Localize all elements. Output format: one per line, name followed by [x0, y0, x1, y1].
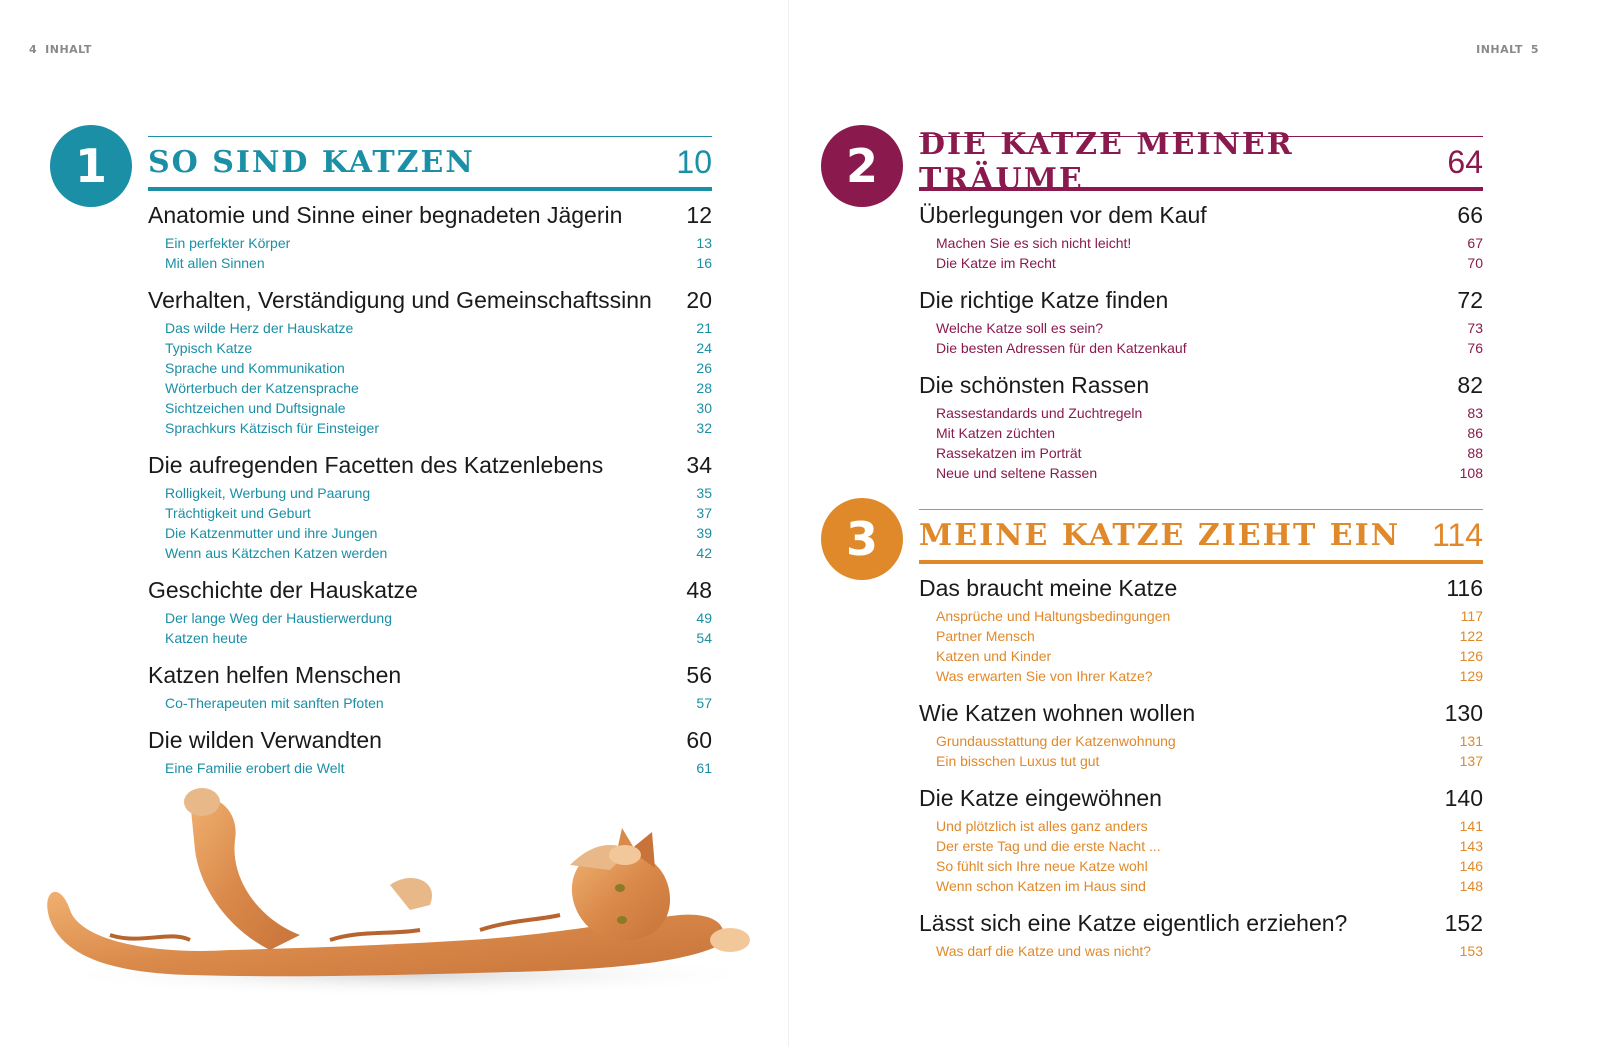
subsection-entry — [919, 443, 1483, 463]
toc-section-entry — [148, 725, 712, 755]
toc-section — [919, 908, 1483, 961]
toc-section — [148, 200, 712, 273]
subsection-page-number: 49 — [696, 610, 712, 626]
subsection-page-number: 35 — [696, 485, 712, 501]
subsection-entry — [919, 836, 1483, 856]
subsection-page-number: 129 — [1459, 668, 1483, 684]
subsection-title: Partner Mensch — [936, 628, 1035, 644]
toc-section — [919, 370, 1483, 483]
section-title: Die Katze eingewöhnen — [919, 785, 1162, 811]
subsection-entry — [919, 941, 1483, 961]
subsection-page-number: 108 — [1459, 465, 1483, 481]
section-page-number: 56 — [686, 662, 712, 688]
chapter-3 — [845, 509, 1483, 961]
subsection-page-number: 42 — [696, 545, 712, 561]
subsection-entry — [148, 693, 712, 713]
section-page-number: 82 — [1457, 372, 1483, 398]
section-title: Das braucht meine Katze — [919, 575, 1178, 601]
subsection-page-number: 117 — [1460, 608, 1483, 624]
subsection-entry — [919, 606, 1483, 626]
subsection-title: Katzen und Kinder — [936, 648, 1052, 664]
toc-section — [919, 285, 1483, 358]
subsection-title: Der erste Tag und die erste Nacht ... — [936, 838, 1161, 854]
subsection-entry — [148, 233, 712, 253]
subsection-title: Wenn aus Kätzchen Katzen werden — [165, 545, 388, 561]
subsection-entry — [919, 816, 1483, 836]
chapter-title-row — [919, 127, 1483, 197]
subsection-page-number: 141 — [1459, 818, 1483, 834]
toc-section — [919, 200, 1483, 273]
toc-section — [148, 285, 712, 438]
toc-section-entry — [919, 698, 1483, 728]
section-page-number: 116 — [1446, 575, 1483, 601]
section-title: Geschichte der Hauskatze — [148, 577, 418, 603]
section-title: Lässt sich eine Katze eigentlich erziehen? — [919, 910, 1348, 936]
subsection-page-number: 28 — [696, 380, 712, 396]
subsection-entry — [919, 731, 1483, 751]
chapter-title-row — [919, 509, 1483, 564]
subsection-entry — [919, 423, 1483, 443]
section-page-number: 48 — [686, 577, 712, 603]
section-title: Wie Katzen wohnen wollen — [919, 700, 1196, 726]
section-title: Die wilden Verwandten — [148, 727, 382, 753]
section-page-number: 152 — [1444, 910, 1483, 936]
subsection-title: Was erwarten Sie von Ihrer Katze? — [936, 668, 1153, 684]
subsection-list — [919, 403, 1483, 483]
toc-section-entry — [919, 573, 1483, 603]
toc-section-entry — [148, 285, 712, 315]
chapter-page-number: 10 — [676, 143, 712, 180]
subsection-page-number: 67 — [1467, 235, 1483, 251]
chapter-number-badge: 2 — [821, 125, 903, 207]
chapter-number-badge: 3 — [821, 498, 903, 580]
subsection-title: Ansprüche und Haltungsbedingungen — [936, 608, 1171, 624]
subsection-title: Katzen heute — [165, 630, 248, 646]
toc-section — [919, 698, 1483, 771]
toc-section — [148, 450, 712, 563]
section-title: Anatomie und Sinne einer begnadeten Jägerin — [148, 202, 623, 228]
subsection-page-number: 39 — [696, 525, 712, 541]
subsection-entry — [919, 463, 1483, 483]
subsection-list — [919, 731, 1483, 771]
subsection-title: Co-Therapeuten mit sanften Pfoten — [165, 695, 384, 711]
toc-section-entry — [919, 370, 1483, 400]
section-title: Die schönsten Rassen — [919, 372, 1150, 398]
section-page-number: 34 — [686, 452, 712, 478]
chapter-1 — [74, 136, 712, 778]
toc-section — [919, 573, 1483, 686]
section-page-number: 60 — [686, 727, 712, 753]
subsection-page-number: 16 — [696, 255, 712, 271]
subsection-title: Neue und seltene Rassen — [936, 465, 1098, 481]
subsection-entry — [148, 628, 712, 648]
chapter-2 — [845, 127, 1483, 483]
toc-section-entry — [148, 450, 712, 480]
subsection-title: Sprache und Kommunikation — [165, 360, 345, 376]
toc-section-entry — [919, 783, 1483, 813]
running-head-left — [21, 43, 92, 56]
subsection-entry — [919, 646, 1483, 666]
subsection-page-number: 61 — [696, 760, 712, 776]
subsection-list — [148, 608, 712, 648]
page-number-right: 5 — [1530, 43, 1539, 56]
chapter-title: DIE KATZE MEINER TRÄUME — [919, 127, 1294, 197]
subsection-page-number: 26 — [696, 360, 712, 376]
subsection-page-number: 37 — [696, 505, 712, 521]
subsection-title: Ein perfekter Körper — [165, 235, 291, 251]
subsection-title: Grundausstattung der Katzenwohnung — [936, 733, 1176, 749]
subsection-title: Die besten Adressen für den Katzenkauf — [936, 340, 1187, 356]
subsection-title: Welche Katze soll es sein? — [936, 320, 1104, 336]
subsection-title: Rassestandards und Zuchtregeln — [936, 405, 1143, 421]
subsection-entry — [919, 338, 1483, 358]
subsection-entry — [148, 398, 712, 418]
subsection-entry — [919, 876, 1483, 896]
subsection-title: Ein bisschen Luxus tut gut — [936, 753, 1100, 769]
subsection-page-number: 24 — [696, 340, 712, 356]
chapter-page-number: 64 — [1447, 143, 1483, 180]
subsection-entry — [148, 418, 712, 438]
subsection-title: Das wilde Herz der Hauskatze — [165, 320, 354, 336]
subsection-page-number: 137 — [1459, 753, 1483, 769]
subsection-page-number: 83 — [1467, 405, 1483, 421]
chapter-header — [845, 509, 1483, 566]
toc-section-entry — [148, 200, 712, 230]
subsection-list — [919, 816, 1483, 896]
chapter-header — [845, 127, 1483, 197]
subsection-title: Sichtzeichen und Duftsignale — [165, 400, 346, 416]
subsection-entry — [148, 523, 712, 543]
subsection-list — [919, 606, 1483, 686]
subsection-entry — [148, 503, 712, 523]
subsection-title: Mit allen Sinnen — [165, 255, 265, 271]
cat-photo — [30, 770, 790, 1010]
toc-section-entry — [148, 575, 712, 605]
chapter-title: SO SIND KATZEN — [148, 144, 475, 180]
subsection-list — [148, 693, 712, 713]
subsection-entry — [919, 233, 1483, 253]
subsection-page-number: 32 — [696, 420, 712, 436]
subsection-page-number: 148 — [1459, 878, 1483, 894]
subsection-entry — [919, 403, 1483, 423]
section-page-number: 72 — [1457, 287, 1483, 313]
toc-section-entry — [148, 660, 712, 690]
section-title: Überlegungen vor dem Kauf — [919, 202, 1207, 228]
section-title: Die aufregenden Facetten des Katzenlebens — [148, 452, 604, 478]
chapter-header — [74, 136, 712, 193]
toc-section-entry — [919, 908, 1483, 938]
page-number-left: 4 — [29, 43, 38, 56]
subsection-page-number: 88 — [1467, 445, 1483, 461]
subsection-title: Sprachkurs Kätzisch für Einsteiger — [165, 420, 379, 436]
subsection-entry — [148, 253, 712, 273]
toc-section — [919, 783, 1483, 896]
section-title: Die richtige Katze finden — [919, 287, 1169, 313]
running-head-label-right: INHALT — [1476, 43, 1523, 56]
subsection-entry — [919, 318, 1483, 338]
subsection-title: Rolligkeit, Werbung und Paarung — [165, 485, 371, 501]
subsection-page-number: 57 — [696, 695, 712, 711]
section-page-number: 12 — [686, 202, 712, 228]
subsection-page-number: 131 — [1459, 733, 1483, 749]
subsection-page-number: 73 — [1467, 320, 1483, 336]
subsection-title: Eine Familie erobert die Welt — [165, 760, 345, 776]
section-page-number: 20 — [686, 287, 712, 313]
subsection-entry — [919, 626, 1483, 646]
subsection-title: Was darf die Katze und was nicht? — [936, 943, 1152, 959]
subsection-entry — [919, 856, 1483, 876]
subsection-page-number: 146 — [1459, 858, 1483, 874]
subsection-page-number: 143 — [1459, 838, 1483, 854]
subsection-page-number: 126 — [1459, 648, 1483, 664]
subsection-title: Machen Sie es sich nicht leicht! — [936, 235, 1132, 251]
subsection-page-number: 54 — [696, 630, 712, 646]
subsection-entry — [148, 338, 712, 358]
section-page-number: 140 — [1444, 785, 1483, 811]
subsection-entry — [148, 608, 712, 628]
subsection-page-number: 76 — [1467, 340, 1483, 356]
chapter-page-number: 114 — [1431, 516, 1483, 553]
section-page-number: 130 — [1444, 700, 1483, 726]
subsection-entry — [148, 378, 712, 398]
subsection-title: Trächtigkeit und Geburt — [165, 505, 311, 521]
subsection-page-number: 122 — [1459, 628, 1483, 644]
chapter-title: MEINE KATZE ZIEHT EIN — [919, 517, 1401, 553]
subsection-entry — [148, 358, 712, 378]
section-title: Katzen helfen Menschen — [148, 662, 402, 688]
subsection-title: Und plötzlich ist alles ganz anders — [936, 818, 1148, 834]
subsection-page-number: 21 — [696, 320, 712, 336]
subsection-list — [919, 941, 1483, 961]
subsection-entry — [148, 318, 712, 338]
subsection-page-number: 70 — [1467, 255, 1483, 271]
subsection-list — [919, 318, 1483, 358]
chapter-title-row — [148, 136, 712, 191]
subsection-list — [148, 483, 712, 563]
subsection-entry — [148, 483, 712, 503]
toc-section-entry — [919, 200, 1483, 230]
subsection-title: Der lange Weg der Haustierwerdung — [165, 610, 392, 626]
running-head-label-left: INHALT — [45, 43, 92, 56]
running-head-right — [1476, 43, 1547, 56]
subsection-list — [148, 233, 712, 273]
subsection-title: Mit Katzen züchten — [936, 425, 1056, 441]
subsection-title: Rassekatzen im Porträt — [936, 445, 1082, 461]
subsection-title: Die Katzenmutter und ihre Jungen — [165, 525, 378, 541]
section-page-number: 66 — [1457, 202, 1483, 228]
subsection-title: Wenn schon Katzen im Haus sind — [936, 878, 1146, 894]
subsection-entry — [919, 751, 1483, 771]
toc-section — [148, 660, 712, 713]
subsection-list — [919, 233, 1483, 273]
section-title: Verhalten, Verständigung und Gemeinschaftssinn — [148, 287, 652, 313]
subsection-entry — [148, 543, 712, 563]
subsection-page-number: 86 — [1467, 425, 1483, 441]
subsection-list — [148, 318, 712, 438]
toc-section — [148, 575, 712, 648]
toc-section-entry — [919, 285, 1483, 315]
subsection-title: Wörterbuch der Katzensprache — [165, 380, 359, 396]
subsection-entry — [919, 666, 1483, 686]
subsection-page-number: 13 — [696, 235, 712, 251]
subsection-title: Typisch Katze — [165, 340, 253, 356]
subsection-entry — [919, 253, 1483, 273]
subsection-title: So fühlt sich Ihre neue Katze wohl — [936, 858, 1148, 874]
subsection-page-number: 30 — [696, 400, 712, 416]
chapter-number-badge: 1 — [50, 125, 132, 207]
subsection-title: Die Katze im Recht — [936, 255, 1056, 271]
subsection-page-number: 153 — [1459, 943, 1483, 959]
